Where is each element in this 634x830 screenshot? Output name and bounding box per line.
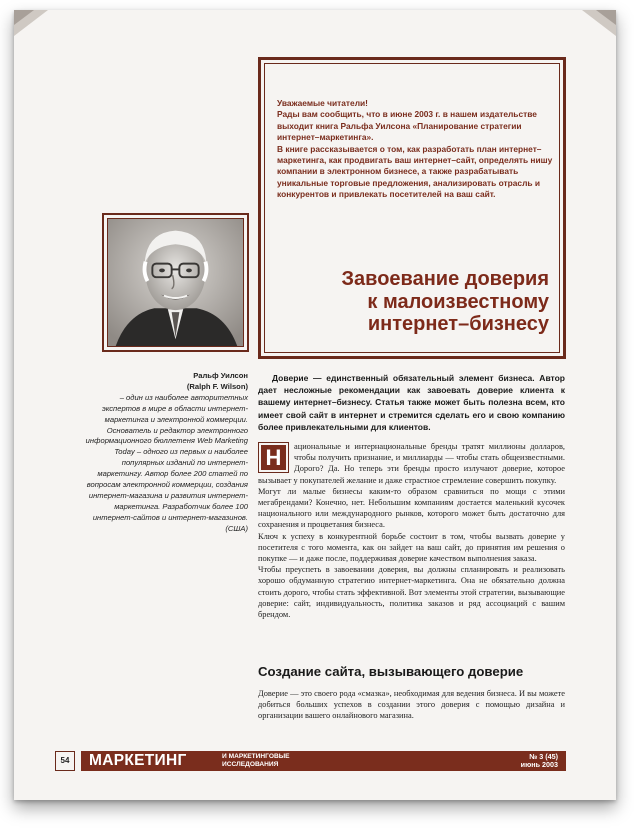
article-body	[258, 441, 565, 620]
paragraph: Доверие — это своего рода «смазка», необходимая для ведения бизнеса. И вы можете добиться больших успехов в создании этого доверия с помощью дизайна и организации вашего онлайнового магазина.	[258, 689, 565, 721]
issue-year: 2003	[542, 760, 558, 770]
page-footer	[14, 749, 616, 777]
article-title-line: интернет–бизнесу	[367, 313, 549, 335]
corner-ornament-left	[14, 10, 64, 50]
intro-greeting: Уважаемые читатели!	[277, 98, 368, 108]
paragraph: Могут ли малые бизнесы каким-то образом сравниться по мощи с этими мегабрендами? Конечно, нет. Небольшим компаниям достается маленький кусочек национального или международного рынков, которого может быть достаточно для сохранения и процветания бизнеса.	[258, 486, 565, 530]
article-lead: Доверие — единственный обязательный элемент бизнеса. Автор дает несложные рекомендации как завоевать доверие клиента к вашему интернет–бизнесу. Статья также может быть полезна всем, кто имеет свой сайт в интернет и стремится сделать его и свою компанию более привлекательными для клиентов.	[258, 373, 565, 432]
intro-box	[258, 57, 566, 359]
article-title-line: Завоевание доверия	[341, 268, 549, 290]
section-heading: Создание сайта, вызывающего доверие	[258, 664, 524, 679]
magazine-logo-subtitle-line: И МАРКЕТИНГОВЫЕ	[222, 753, 290, 760]
magazine-logo: МАРКЕТИНГ	[89, 752, 187, 769]
magazine-logo-subtitle-line: ИССЛЕДОВАНИЯ	[222, 760, 279, 768]
issue-month: июнь	[520, 760, 540, 770]
author-bio	[80, 371, 248, 535]
issue-date	[521, 761, 558, 769]
paragraph: Чтобы преуспеть в завоевании доверия, вы должны спланировать и реализовать хорошо обдуманную стратегию интернет-маркетинга. Она не обязательно должна стоить дорого, чтобы стать эффективной. Вот элементы этой стратегии, вызывающие доверие: сайт, индивидуальность, политика заказов и ряд ассоциаций с вашим брендом.	[258, 565, 565, 620]
corner-ornament-right	[566, 10, 616, 50]
intro-book-news: Рады вам сообщить, что в июне 2003 г. в нашем издательстве выходит книга Ральфа Уилсона «Планирование стратегии интернет–маркетинга».	[277, 109, 537, 143]
author-name: Ральф Уилсон	[193, 371, 248, 380]
paragraph: ациональные и интернациональные бренды тратят миллионы долларов, чтобы получить признание, и миллиарды — чтобы стать общеизвестными. Дорого? Да. Но теперь эти бренды просто излучают доверие, которое вызывает у покупателей желание и даже страстное стремление совершить покупку.	[258, 442, 565, 485]
page-number: 54	[55, 751, 75, 771]
intro-book-description: В книге рассказывается о том, как разработать план интернет–маркетинга, как продвигать ваш интернет–сайт, определять нишу компании в электронном бизнесе, а также разрабатывать уникальные торговые предложения, анализировать отрасль и конкурентов и привлекать посетителей на ваш сайт.	[277, 143, 553, 200]
author-portrait-illustration	[107, 218, 244, 347]
author-name-latin: (Ralph F. Wilson)	[186, 381, 248, 391]
article-title-line: к малоизвестному	[367, 290, 549, 313]
issue-number: № 3 (45)	[529, 752, 558, 761]
article-title	[269, 268, 549, 336]
paragraph: Ключ к успеху в конкурентной борьбе состоит в том, чтобы вызвать доверие у посетителя с того момента, как он зайдет на ваш сайт, до принятия им решения о покупке — и даже после, поддерживая доверие качеством выполнения заказа.	[258, 531, 565, 564]
drop-cap	[258, 442, 289, 473]
magazine-logo-subtitle	[222, 753, 290, 768]
masthead-band	[81, 751, 566, 771]
drop-cap-letter: Н	[261, 445, 286, 470]
intro-announcement	[277, 98, 559, 201]
issue-info	[521, 753, 558, 769]
author-photo	[102, 213, 249, 352]
author-bio-text: – один из наиболее авторитетных экспертов в мире в области интернет-маркетинга и электронной коммерции. Основатель и редактор электронного информационного бюллетеня Web Marketing Today – одного из первых и наиболее популярных изданий по интернет-маркетингу. Автор более 200 статей по вопросам электронной коммерции, создания интернет-магазина и развития интернет-маркетинга. Разработчик более 100 интернет-сайтов и интернет-магазинов. (США)	[85, 392, 248, 533]
magazine-page	[14, 10, 616, 800]
